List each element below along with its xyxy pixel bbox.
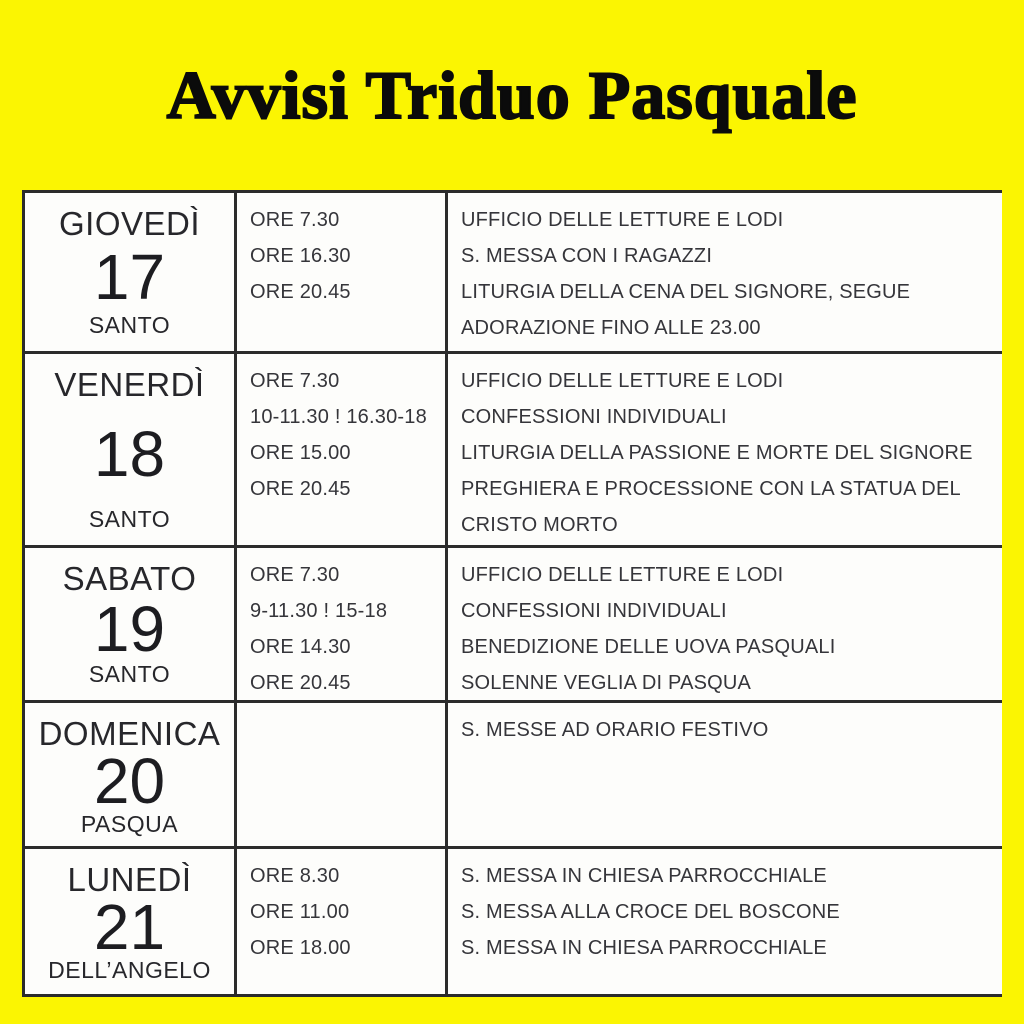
day-number: 18 xyxy=(93,418,166,491)
time-entry: ORE 18.00 xyxy=(250,937,351,959)
events-cell xyxy=(448,849,1002,994)
times-cell xyxy=(237,193,448,351)
times-cell xyxy=(237,849,448,994)
event-entry: S. MESSE AD ORARIO FESTIVO xyxy=(461,719,769,741)
event-entry: UFFICIO DELLE LETTURE E LODI xyxy=(461,370,784,392)
day-cell xyxy=(25,548,237,700)
day-name: DOMENICA xyxy=(38,715,221,752)
time-entry: 9-11.30 ! 15-18 xyxy=(250,600,388,622)
day-qualifier: SANTO xyxy=(88,661,171,687)
event-entry: CONFESSIONI INDIVIDUALI xyxy=(461,600,727,622)
table-row-giovedi xyxy=(25,193,1002,351)
event-entry: S. MESSA ALLA CROCE DEL BOSCONE xyxy=(461,901,840,923)
table-row-sabato xyxy=(25,545,1002,700)
day-name: LUNEDÌ xyxy=(67,861,192,898)
events-cell xyxy=(448,703,1002,846)
day-cell xyxy=(25,193,237,351)
table-row-lunedi xyxy=(25,846,1002,994)
event-entry: LITURGIA DELLA PASSIONE E MORTE DEL SIGNORE xyxy=(461,442,973,464)
events-cell xyxy=(448,548,1002,700)
time-entry: 10-11.30 ! 16.30-18 xyxy=(250,406,427,428)
event-entry: CONFESSIONI INDIVIDUALI xyxy=(461,406,727,428)
time-entry: ORE 7.30 xyxy=(250,370,340,392)
time-entry: ORE 11.00 xyxy=(250,901,350,923)
day-name: SABATO xyxy=(62,560,197,597)
day-qualifier: SANTO xyxy=(88,506,171,532)
day-cell xyxy=(25,354,237,545)
time-entry: ORE 15.00 xyxy=(250,442,351,464)
time-entry: ORE 20.45 xyxy=(250,478,351,500)
day-qualifier: SANTO xyxy=(88,312,171,338)
times-cell-empty xyxy=(237,703,448,846)
event-entry: PREGHIERA E PROCESSIONE CON LA STATUA DEL CRISTO MORTO xyxy=(461,478,961,536)
table-row-venerdi xyxy=(25,351,1002,545)
day-number: 19 xyxy=(93,592,166,665)
time-entry: ORE 8.30 xyxy=(250,865,340,887)
event-entry: LITURGIA DELLA CENA DEL SIGNORE, SEGUE ADORAZIONE FINO ALLE 23.00 xyxy=(461,281,911,339)
poster-title: Avvisi Triduo Pasquale xyxy=(166,57,858,133)
time-entry: ORE 7.30 xyxy=(250,564,340,586)
day-number: 17 xyxy=(93,240,166,313)
event-entry: UFFICIO DELLE LETTURE E LODI xyxy=(461,564,784,586)
event-entry: S. MESSA CON I RAGAZZI xyxy=(461,245,713,267)
time-entry: ORE 14.30 xyxy=(250,636,351,658)
time-entry: ORE 16.30 xyxy=(250,245,351,267)
table-row-domenica xyxy=(25,700,1002,846)
times-cell xyxy=(237,548,448,700)
event-entry: SOLENNE VEGLIA DI PASQUA xyxy=(461,672,752,694)
events-cell xyxy=(448,193,1002,351)
day-number: 21 xyxy=(93,891,166,963)
day-cell xyxy=(25,703,237,846)
event-entry: S. MESSA IN CHIESA PARROCCHIALE xyxy=(461,937,827,959)
time-entry: ORE 7.30 xyxy=(250,209,340,231)
time-entry: ORE 20.45 xyxy=(250,672,351,694)
day-number: 20 xyxy=(93,745,166,817)
event-entry: BENEDIZIONE DELLE UOVA PASQUALI xyxy=(461,636,836,658)
event-entry: S. MESSA IN CHIESA PARROCCHIALE xyxy=(461,865,827,887)
schedule-table xyxy=(22,190,1002,997)
day-cell xyxy=(25,849,237,994)
time-entry: ORE 20.45 xyxy=(250,281,351,303)
day-name: GIOVEDÌ xyxy=(58,205,201,242)
events-cell xyxy=(448,354,1002,545)
times-cell xyxy=(237,354,448,545)
event-entry: UFFICIO DELLE LETTURE E LODI xyxy=(461,209,784,231)
day-qualifier: DELL’ANGELO xyxy=(48,956,211,983)
day-name: VENERDÌ xyxy=(54,366,205,403)
day-qualifier: PASQUA xyxy=(80,810,179,837)
